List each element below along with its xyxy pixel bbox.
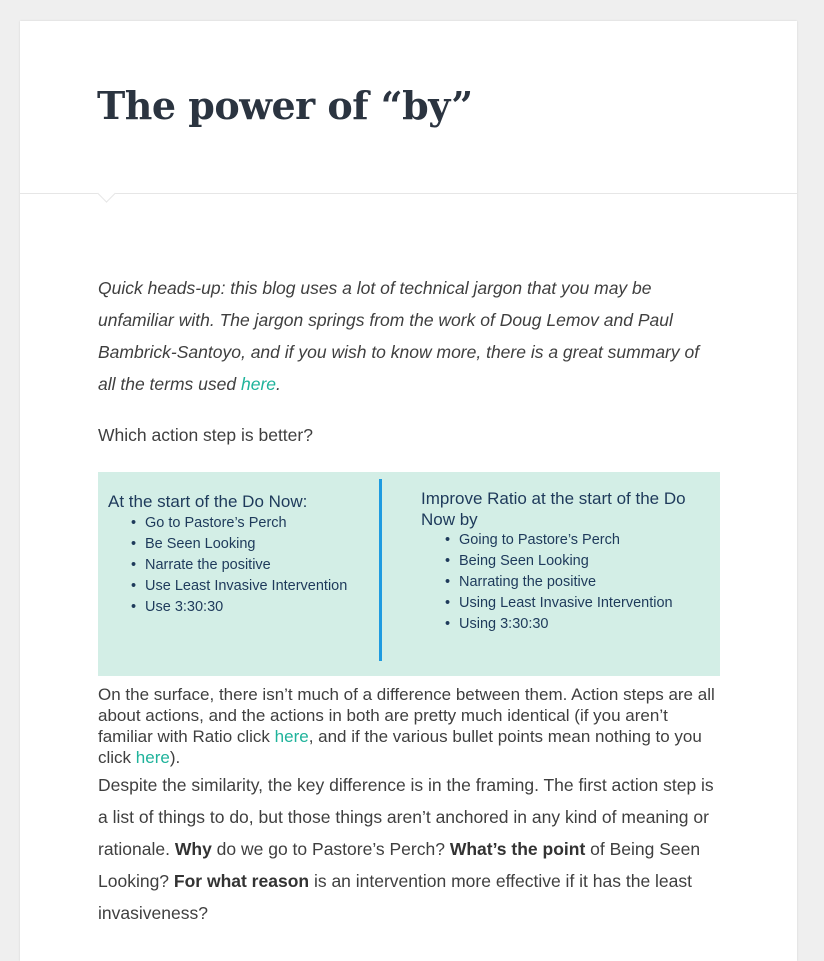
bullet-points-link[interactable]: here <box>135 748 170 767</box>
left-action-item: • Go to Pastore’s Perch <box>131 513 347 534</box>
left-action-item: • Use Least Invasive Intervention <box>131 576 347 597</box>
para1-text-2: , and if the various bullet points mean nothing to you click <box>98 727 702 767</box>
intro-paragraph <box>98 272 720 400</box>
para1-text-3: ). <box>169 748 181 767</box>
para2-text-4: is an intervention more effective if it has the least invasiveness? <box>98 871 693 923</box>
post-card <box>20 21 797 961</box>
para2-bold-reason: For what reason <box>173 871 310 891</box>
para1-text-1: On the surface, there isn’t much of a difference between them. Action steps are all about actions, and the actions in both are pretty much identical (if you aren’t familiar with Ratio click <box>98 685 715 746</box>
right-action-item: • Narrating the positive <box>445 572 673 593</box>
right-title-line-1: Improve Ratio at the start of the Do <box>421 489 686 508</box>
right-action-item: • Using 3:30:30 <box>445 614 673 635</box>
intro-text: Quick heads-up: this blog uses a lot of technical jargon that you may be unfamiliar with. The jargon springs from the work of Doug Lemov and Paul Bambrick-Santoyo, and if you wish to know more, there is a great summary of all the terms used <box>98 278 700 394</box>
right-action-item: • Using Least Invasive Intervention <box>445 593 673 614</box>
right-action-item: • Going to Pastore’s Perch <box>445 530 673 551</box>
left-action-item: • Use 3:30:30 <box>131 597 347 618</box>
paragraph-framing <box>98 769 720 929</box>
intro-link[interactable]: here <box>240 374 277 394</box>
right-action-list <box>445 530 673 635</box>
paragraph-surface <box>98 684 720 768</box>
action-step-comparison-image <box>98 472 720 676</box>
column-divider <box>379 479 382 661</box>
left-action-list <box>131 513 347 618</box>
ratio-link[interactable]: here <box>274 727 309 746</box>
para2-bold-why: Why <box>174 839 212 859</box>
para2-text-1: Despite the similarity, the key difference is in the framing. The first action step is a list of things to do, but those things aren’t anchored in any kind of meaning or rationale. <box>98 775 714 859</box>
post-header <box>20 21 797 194</box>
para2-text-2: do we go to Pastore’s Perch? <box>211 839 450 859</box>
intro-end: . <box>276 374 281 394</box>
para2-bold-point: What’s the point <box>449 839 586 859</box>
question-text: Which action step is better? <box>98 425 313 445</box>
post-title: The power of “by” <box>97 83 473 128</box>
para2-text-3: of Being Seen Looking? <box>98 839 701 891</box>
left-column-title: At the start of the Do Now: <box>108 492 308 511</box>
left-action-item: • Be Seen Looking <box>131 534 347 555</box>
right-column-title <box>421 488 686 530</box>
right-action-item: • Being Seen Looking <box>445 551 673 572</box>
right-title-line-2: Now by <box>421 510 478 529</box>
left-action-item: • Narrate the positive <box>131 555 347 576</box>
